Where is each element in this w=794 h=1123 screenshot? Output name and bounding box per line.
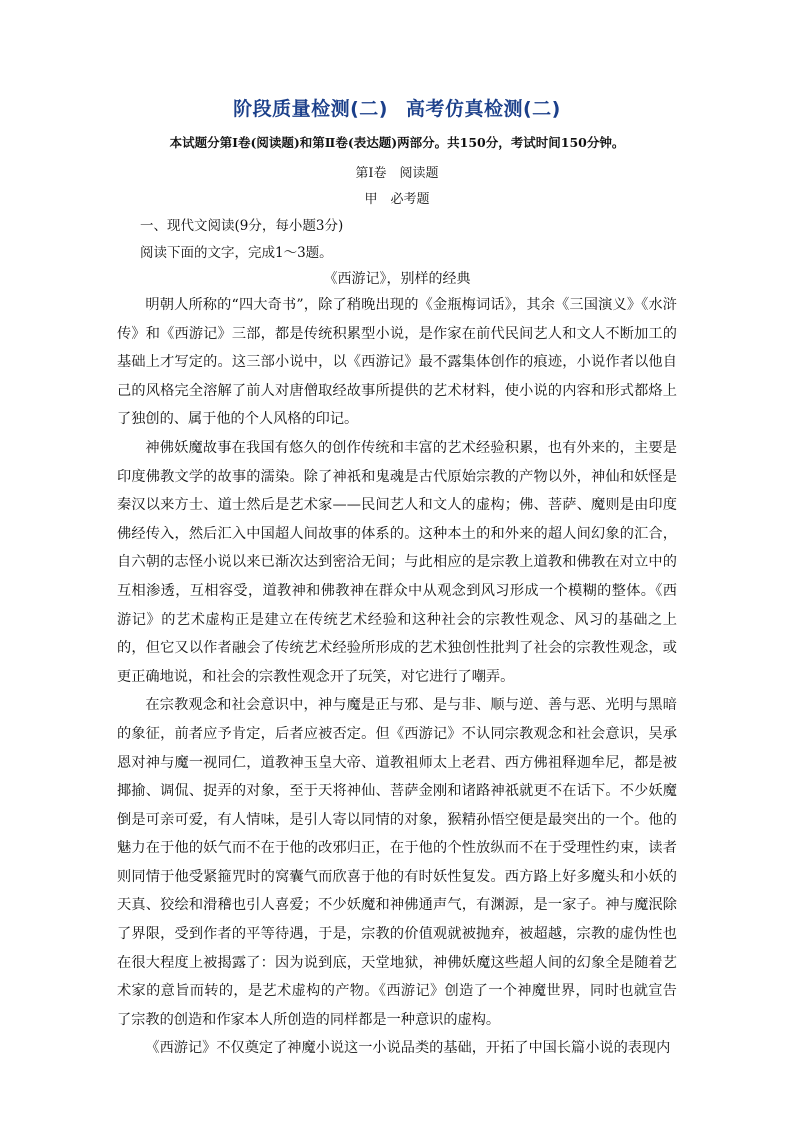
reading-instruction: 阅读下面的文字，完成1～3题。: [140, 245, 333, 261]
article-paragraph: 神佛妖魔故事在我国有悠久的创作传统和丰富的艺术经验积累，也有外来的，主要是印度佛教文学的故事的濡染。除了神祇和鬼魂是古代原始宗教的产物以外，神仙和妖怪是秦汉以来方士、道士然后是艺术家——民间艺人和文人的虚构；佛、菩萨、魔则是由印度佛经传入，然后汇入中国超人间故事的体系的。这种本土的和外来的超人间幻象的汇合，自六朝的志怪小说以来已渐次达到密洽无间；与此相应的是宗教上道教和佛教在对立中的互相渗透，互相容受，道教神和佛教神在群众中从观念到风习形成一个模糊的整体。《西游记》的艺术虚构正是建立在传统艺术经验和这种社会的宗教性观念、风习的基础之上的，但它又以作者融会了传统艺术经验所形成的艺术独创性批判了社会的宗教性观念，或更正确地说，和社会的宗教性观念开了玩笑，对它进行了嘲弄。: [117, 439, 677, 685]
volume-heading: 第Ⅰ卷 阅读题: [355, 166, 439, 181]
page-title: [0, 94, 794, 121]
title-part-2: 高考仿真检测(二): [406, 98, 561, 120]
title-part-1: 阶段质量检测(二): [233, 98, 388, 120]
article-paragraph: 《西游记》不仅奠定了神魔小说这一小说品类的基础，开拓了中国长篇小说的表现内: [145, 1040, 671, 1057]
article-paragraph: 在宗教观念和社会意识中，神与魔是正与邪、是与非、顺与逆、善与恶、光明与黑暗的象征，前者应予肯定，后者应被否定。但《西游记》不认同宗教观念和社会意识，吴承恩对神与魔一视同仁，道教神玉皇大帝、道教祖师太上老君、西方佛祖释迦牟尼，都是被揶揄、调侃、捉弄的对象，至于天将神仙、菩萨金刚和诸路神祇就更不在话下。不少妖魔倒是可亲可爱，有人情味，是引人寄以同情的对象，猴精孙悟空便是最突出的一个。他的魅力在于他的妖气而不在于他的改邪归正，在于他的个性放纵而不在于受理性约束，读者则同情于他受紧箍咒时的窝囊气而欣喜于他的有时妖性复发。西方路上好多魔头和小妖的天真、狡绘和滑稽也引人喜爱；不少妖魔和神佛通声气，有渊源，是一家子。神与魔泯除了界限，受到作者的平等待遇，于是，宗教的价值观就被抛弃，被超越，宗教的虚伪性也在很大程度上被揭露了：因为说到底，天堂地狱，神佛妖魔这些超人间的幻象全是随着艺术家的意旨而转的，是艺术虚构的产物。《西游记》创造了一个神魔世界，同时也就宣告了宗教的创造和作家本人所创造的同样都是一种意识的虚构。: [117, 697, 677, 1028]
exam-info: 本试题分第Ⅰ卷(阅读题)和第Ⅱ卷(表达题)两部分。共150分，考试时间150分钟。: [169, 135, 625, 150]
part-heading: 甲 必考题: [364, 192, 430, 207]
question-group-heading: 一、现代文阅读(9分，每小题3分): [140, 218, 344, 234]
article-paragraph: 明朝人所称的“四大奇书”，除了稍晚出现的《金瓶梅词话》，其余《三国演义》《水浒传》和《西游记》三部，都是传统积累型小说，是作家在前代民间艺人和文人不断加工的基础上才写定的。这三部小说中，以《西游记》最不露集体创作的痕迹，小说作者以他自己的风格完全溶解了前人对唐僧取经故事所提供的艺术材料，使小说的内容和形式都烙上了独创的、属于他的个人风格的印记。: [117, 297, 677, 428]
article-body: [117, 291, 677, 1063]
article-title: 《西游记》，别样的经典: [323, 271, 471, 287]
